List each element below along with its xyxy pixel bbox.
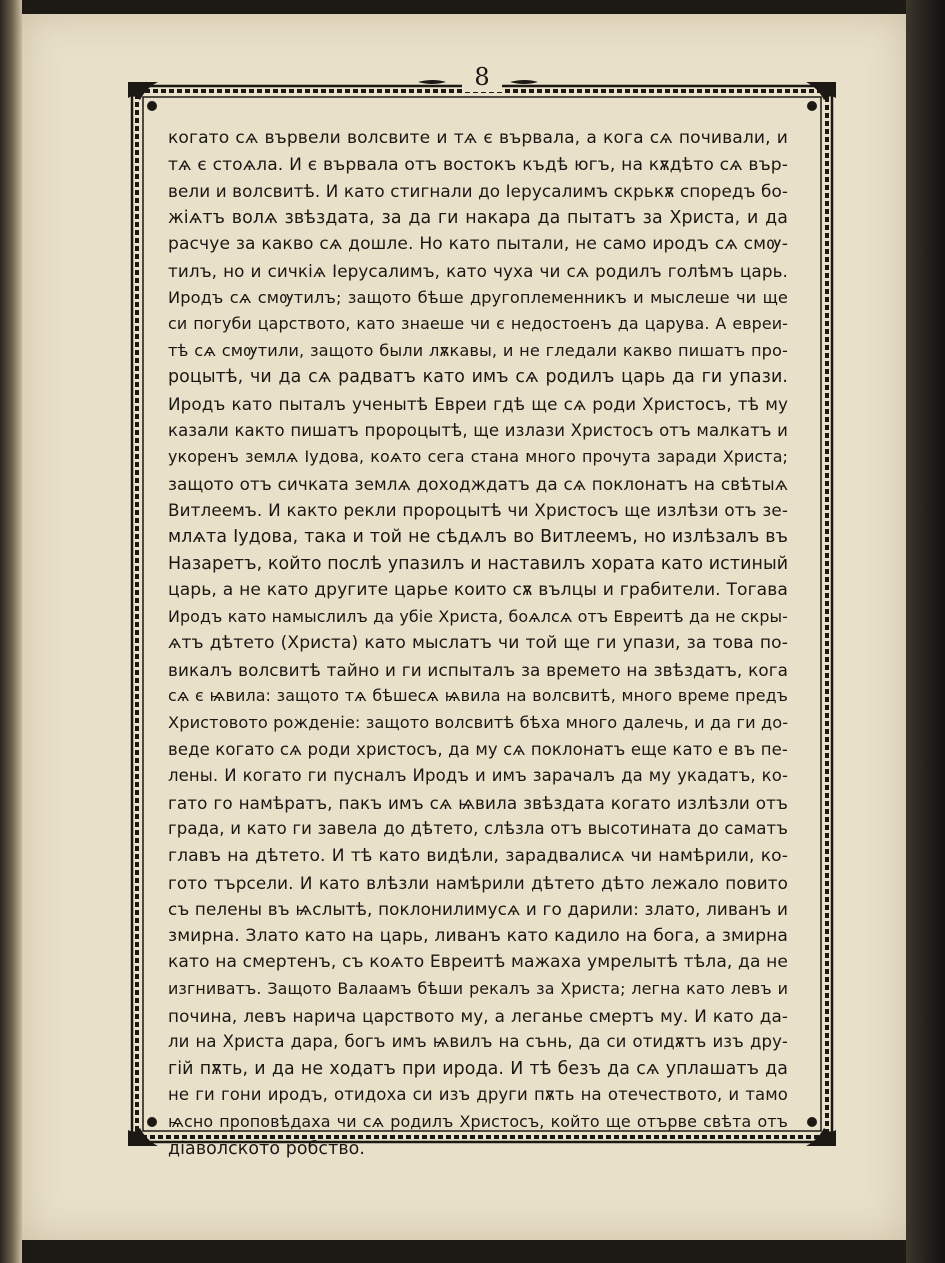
text-line: веде когато сѧ роди христосъ, да му сѧ поклонатъ еще като е въ пе-	[168, 739, 788, 759]
text-line: града, и като ги завела до дѣтето, слѣзла отъ высотината до саматъ	[168, 819, 788, 839]
text-line: жіѧтъ волѧ звѣздата, за да ги накара да пытатъ за Христа, и да	[168, 207, 788, 228]
text-line: тѧ є стоѧла. И є вървала отъ востокъ къдѣ югъ, на кѫдѣто сѧ вър-	[168, 154, 788, 175]
text-line: Иродъ сѧ смѹтилъ; защото бѣше другоплеменникъ и мыслеше чи ще	[168, 287, 788, 307]
text-line: Витлеемъ. И както рекли пророцытѣ чи Христосъ ще излѣзи отъ зе-	[168, 500, 788, 521]
text-line: Иродъ като намыслилъ да убіе Христа, боѧлсѧ отъ Евреитѣ да не скры-	[168, 606, 788, 626]
text-line: расчуе за какво сѧ дошле. Но като пытали, не само иродъ сѧ смѹ-	[168, 234, 788, 255]
text-line: укоренъ землѧ Іудова, коѧто сега стана много прочута заради Христа;	[168, 447, 788, 467]
text-line: като на смертенъ, съ коѧто Евреитѣ мажаха умрелытѣ тѣла, да не	[168, 952, 788, 973]
text-line: когато сѧ вървели волсвите и тѧ є вървала, а кога сѧ почивали, и	[168, 128, 788, 148]
text-line: роцытѣ, чи да сѧ радватъ като имъ сѧ родилъ царь да ги упази.	[168, 367, 788, 388]
text-line: лены. И когато ги пусналъ Иродъ и имъ зарачалъ да му укадатъ, ко-	[168, 766, 788, 786]
text-line: сѧ є ѩвила: защото тѧ бѣшесѧ ѩвила на волсвитѣ, много време предъ	[168, 686, 788, 706]
text-line: гій пѫть, и да не ходатъ при ирода. И тѣ безъ да сѧ уплашатъ да	[168, 1058, 788, 1079]
text-line: Иродъ като пыталъ ученытѣ Евреи гдѣ ще сѧ роди Христосъ, тѣ му	[168, 393, 788, 414]
text-line: діаволското робство.	[168, 1138, 366, 1159]
text-line: тилъ, но и сичкіѧ Іерусалимъ, като чуха чи сѧ родилъ голѣмъ царь.	[168, 260, 788, 281]
text-line: си погуби царството, като знаеше чи є недостоенъ да царува. А евреи-	[168, 314, 788, 334]
text-line: змирна. Злато като на царь, ливанъ като кадило на бога, а змирна	[168, 925, 788, 946]
text-line: казали както пишатъ пророцытѣ, ще излази Христосъ отъ малкатъ и	[168, 420, 788, 440]
text-line: гато го намѣратъ, пакъ имъ сѧ ѩвила звѣздата когато излѣзли отъ	[168, 792, 788, 813]
text-line: почина, левъ нарича царството му, а леганье смертъ му. И като да-	[168, 1005, 788, 1026]
text-line: вели и волсвитѣ. И като стигнали до Іерусалимъ скрькѫ споредъ бо-	[168, 181, 788, 202]
text-line: тѣ сѧ смѹтили, защото были лѫкавы, и не гледали какво пишатъ про-	[168, 340, 788, 360]
text-line: ли на Христа дара, богъ имъ ѩвилъ на сънь, да си отидѫтъ изъ дру-	[168, 1032, 788, 1052]
page-number: 8	[462, 62, 502, 92]
text-line: Христовото рожденіе: защото волсвитѣ бѣха много далечь, и да ги до-	[168, 713, 789, 733]
text-line: не ги гони иродъ, отидоха си изъ други пѫть на отечеството, и тамо	[168, 1085, 788, 1105]
text-line: съ пелены въ ѩслытѣ, поклонилимусѧ и го дарили: злато, ливанъ и	[168, 899, 788, 920]
text-line: Назаретъ, който послѣ упазилъ и наставилъ хората като истиный	[168, 553, 789, 574]
text-line: изгниватъ. Защото Валаамъ бѣши рекалъ за Христа; легна като левъ и	[168, 979, 788, 998]
page-edge-shadow	[906, 0, 945, 1263]
body-text	[168, 125, 788, 1162]
text-line: царь, а не като другите царье които сѫ вълцы и грабители. Тогава	[168, 580, 788, 601]
text-line: гото търсели. И като влѣзли намѣрили дѣтето дѣто лежало повито	[168, 872, 788, 893]
text-line: ѧтъ дѣтето (Христа) като мыслатъ чи той ще ги упази, за това по-	[168, 633, 788, 654]
text-line: защото отъ сичката землѧ доходждатъ да сѧ поклонатъ на свѣтыѧ	[168, 473, 788, 494]
book-spine	[0, 0, 22, 1263]
text-line: викалъ волсвитѣ тайно и ги испыталъ за времето на звѣздатъ, кога	[168, 659, 788, 680]
text-line: ѩсно проповѣдаха чи сѧ родилъ Христосъ, който ще отърве свѣта отъ	[168, 1111, 788, 1131]
text-line: млѧта Іудова, така и той не сѣдѧлъ во Витлеемъ, но излѣзалъ въ	[168, 526, 788, 547]
text-line: главъ на дѣтето. И тѣ като видѣли, зарадвалисѧ чи намѣрили, ко-	[168, 846, 788, 867]
